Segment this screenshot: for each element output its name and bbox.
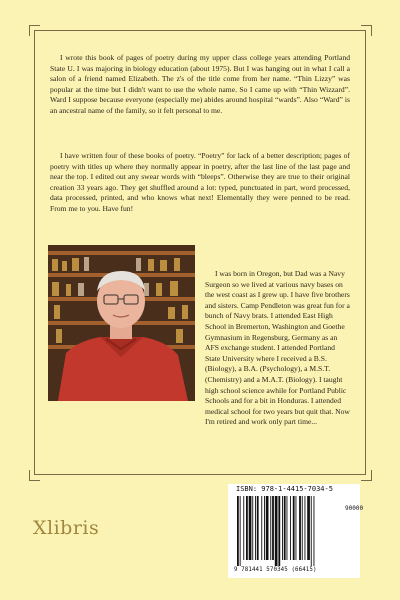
barcode-bar	[266, 496, 269, 560]
frame-corner-top-left	[29, 25, 40, 36]
frame-corner-top-right	[361, 25, 372, 36]
barcode-bar	[249, 496, 252, 560]
barcode-bar	[314, 496, 315, 566]
barcode-digits: 9 781441 570345 (66415)	[234, 567, 317, 573]
barcode-bar	[261, 496, 262, 560]
price-code: 90000	[345, 505, 364, 512]
barcode-bar	[243, 496, 244, 560]
barcode-bar	[311, 496, 312, 566]
barcode-bar	[278, 496, 280, 566]
barcode-bar	[252, 496, 253, 560]
frame-corner-bottom-left	[29, 470, 40, 481]
barcode-bar	[270, 496, 271, 560]
intro-paragraph-2-text: I have written four of these books of poetry. “Poetry” for lack of a better description; pages of poetry with titles up where they normally appear in poetry, after the last line of the last page and near the top. I edited out any swear words with “bleeps”. Otherwise they are true to their original creation 33 years ago. They get shuffled around a lot: typed, punctuated in part, word processed, data processed, printed, and who knows what next! Elementally they were penned to be read. From me to you. Have fun!	[50, 151, 350, 213]
barcode-bar	[282, 496, 283, 560]
author-photo-image	[48, 245, 195, 401]
barcode-bar	[296, 496, 297, 560]
barcode-bar	[240, 496, 241, 566]
isbn-barcode	[236, 496, 338, 566]
author-bio-text: I was born in Oregon, but Dad was a Navy Surgeon so we lived at various navy bases on the west coast as I grew up. I have five brothers and sisters. Camp Pendleton was great fun for a bunch of Navy brats. I attended East High School in Bremerton, Washington and Goethe Gymnasium in Regensburg, Germany as an AFS exchange student. I attended Portland State University where I received a B.S. (Biology), a B.A. (Psychology), a M.S.T. (Chemistry) and a M.A.T. (Biology). I taught high school science awhile for Portland Public Schools and for a bit in Honduras. I attended medical school for two years but quit that. Now I'm retired and work only part time...	[205, 269, 350, 427]
barcode-bar	[275, 496, 278, 566]
intro-paragraph-1-text: I wrote this book of pages of poetry during my upper class college years attending Portland State U. I was majoring in biology education (about 1975). But I was hanging out in what I call a salon of a friend named Elizabeth. The z's of the title come from her name. “Thin Lizzy” was popular at the time but I didn't want to use the whole name. So I came up with “Thin Wizzard”. Ward I suppose because everyone (especially me) abides around hospital “wards”. Also “Ward” is an ancestral name of the family, so it felt personal to me.	[50, 53, 350, 115]
barcode-bar	[293, 496, 295, 560]
barcode-bar	[290, 496, 291, 560]
frame-corner-bottom-right	[361, 470, 372, 481]
barcode-bar	[264, 496, 265, 560]
author-bio	[205, 269, 351, 428]
publisher-logo: Xlibris	[33, 517, 100, 539]
barcode-bar	[284, 496, 286, 560]
barcode-bar	[255, 496, 256, 560]
barcode-bar	[307, 496, 310, 560]
barcode-bar	[299, 496, 301, 560]
barcode-bar	[257, 496, 259, 560]
barcode-bar	[305, 496, 306, 560]
author-photo	[48, 245, 195, 401]
barcode-bar	[237, 496, 239, 566]
barcode-bar	[287, 496, 288, 560]
intro-paragraph-1	[50, 53, 350, 117]
isbn-label: ISBN: 978-1-4415-7034-5	[236, 485, 333, 493]
barcode-bar	[272, 496, 274, 560]
barcode-bar	[246, 496, 248, 560]
intro-paragraph-2	[50, 151, 350, 215]
barcode-bar	[302, 496, 303, 560]
